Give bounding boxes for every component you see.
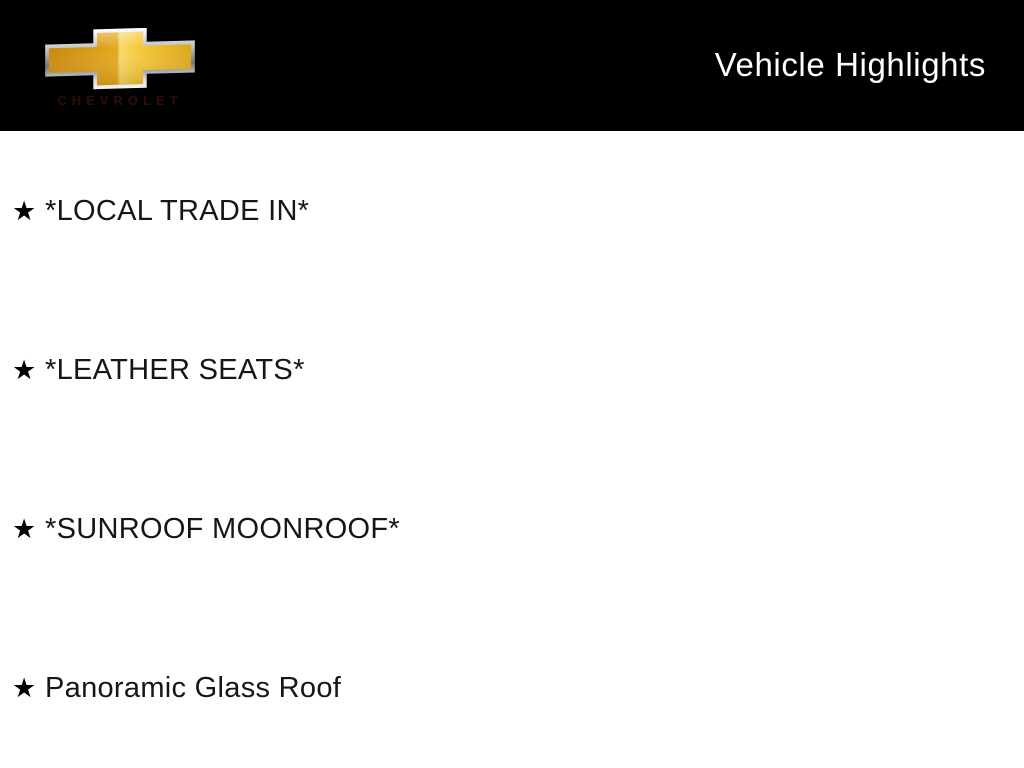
star-icon: ★ bbox=[12, 514, 37, 544]
highlight-item bbox=[12, 355, 305, 385]
highlight-item bbox=[12, 196, 309, 226]
highlight-label: Panoramic Glass Roof bbox=[45, 672, 342, 704]
star-icon: ★ bbox=[12, 355, 37, 385]
highlight-label: *LOCAL TRADE IN* bbox=[45, 195, 310, 227]
chevrolet-wordmark: CHEVROLET bbox=[57, 93, 183, 108]
highlight-item bbox=[12, 514, 400, 544]
highlight-label: *SUNROOF MOONROOF* bbox=[45, 513, 401, 545]
star-icon: ★ bbox=[12, 673, 37, 703]
chevrolet-bowtie-icon bbox=[45, 28, 195, 90]
star-icon: ★ bbox=[12, 196, 37, 226]
page-title: Vehicle Highlights bbox=[714, 46, 986, 83]
header bbox=[0, 0, 1024, 131]
highlight-label: *LEATHER SEATS* bbox=[45, 354, 305, 386]
chevrolet-logo bbox=[45, 28, 195, 108]
highlight-item bbox=[12, 673, 341, 703]
